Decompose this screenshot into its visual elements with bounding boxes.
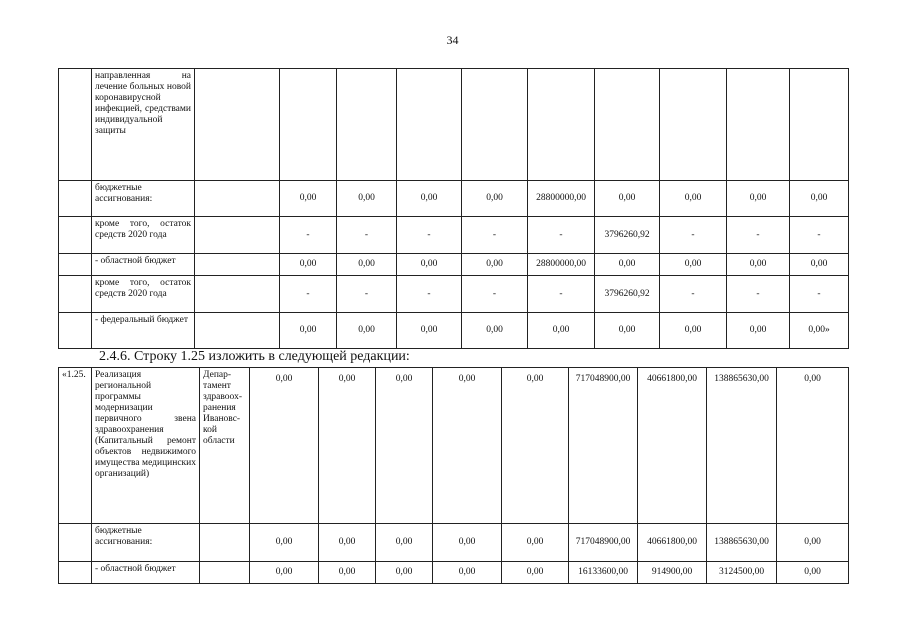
table-row [59, 181, 849, 217]
row-description: - областной бюджет [92, 254, 195, 276]
row-description: направленная на лечение больных новой коронавирусной инфекцией, средствами индивидуальной защиты [92, 69, 195, 181]
value-cell: 28800000,00 [528, 254, 595, 276]
value-cell: 0,00 [777, 562, 849, 584]
value-cell: - [727, 276, 790, 313]
table-row [59, 254, 849, 276]
value-cell: 0,00 [433, 524, 502, 562]
value-cell: 0,00 [790, 254, 849, 276]
row-description: - областной бюджет [92, 562, 200, 584]
value-cell: - [462, 217, 528, 254]
value-cell [462, 69, 528, 181]
value-cell [528, 69, 595, 181]
table-row [59, 69, 849, 181]
value-cell: 0,00 [462, 313, 528, 349]
value-cell: 0,00 [250, 562, 319, 584]
value-cell: 0,00 [462, 181, 528, 217]
value-cell: - [397, 276, 462, 313]
value-cell: 0,00 [502, 562, 569, 584]
value-cell: 0,00 [397, 181, 462, 217]
page-number: 34 [446, 33, 459, 47]
value-cell: 0,00» [790, 313, 849, 349]
value-cell: 0,00 [319, 562, 376, 584]
value-cell: 0,00 [376, 562, 433, 584]
value-cell: 0,00 [660, 313, 727, 349]
value-cell [337, 69, 397, 181]
table-row [59, 524, 849, 562]
table-row [59, 313, 849, 349]
value-cell: - [280, 217, 337, 254]
value-cell: 0,00 [660, 254, 727, 276]
value-cell: 0,00 [502, 368, 569, 524]
value-cell: 0,00 [280, 313, 337, 349]
value-cell: 0,00 [376, 524, 433, 562]
value-cell [595, 69, 660, 181]
value-cell: - [660, 217, 727, 254]
table-row-main [59, 368, 849, 524]
value-cell: 0,00 [727, 313, 790, 349]
row-description: Реализация региональной программы модернизации первичного звена здравоохранения (Капитальный ремонт объектов недвижимого имущества медицинских организаций) [92, 368, 200, 524]
value-cell: 0,00 [280, 254, 337, 276]
row-description: бюджетные ассигнования: [92, 181, 195, 217]
budget-table-row-1-25 [58, 367, 849, 584]
value-cell: - [337, 276, 397, 313]
value-cell: 0,00 [502, 524, 569, 562]
value-cell [397, 69, 462, 181]
value-cell: - [397, 217, 462, 254]
value-cell: - [790, 276, 849, 313]
row-description: бюджетные ассигнования: [92, 524, 200, 562]
value-cell: 0,00 [528, 313, 595, 349]
value-cell: 40661800,00 [638, 368, 707, 524]
executor-cell: Депар-тамент здравоох-ранения Ивановс-кой области [200, 368, 250, 524]
value-cell: 0,00 [462, 254, 528, 276]
value-cell: 138865630,00 [707, 524, 777, 562]
value-cell: 0,00 [337, 181, 397, 217]
value-cell: 0,00 [777, 368, 849, 524]
row-description: кроме того, остаток средств 2020 года [92, 217, 195, 254]
value-cell: 0,00 [433, 562, 502, 584]
value-cell: 3796260,92 [595, 217, 660, 254]
value-cell: 0,00 [660, 181, 727, 217]
value-cell: 0,00 [397, 313, 462, 349]
value-cell: 0,00 [595, 254, 660, 276]
value-cell [727, 69, 790, 181]
value-cell: 0,00 [280, 181, 337, 217]
value-cell: 0,00 [337, 313, 397, 349]
row-description: - федеральный бюджет [92, 313, 195, 349]
value-cell: - [528, 276, 595, 313]
value-cell: 0,00 [727, 254, 790, 276]
value-cell: 138865630,00 [707, 368, 777, 524]
value-cell: 0,00 [727, 181, 790, 217]
value-cell: 0,00 [595, 181, 660, 217]
table-row [59, 276, 849, 313]
value-cell: 0,00 [397, 254, 462, 276]
value-cell [660, 69, 727, 181]
value-cell: 0,00 [250, 524, 319, 562]
table-row [59, 217, 849, 254]
value-cell: 0,00 [319, 524, 376, 562]
row-description: кроме того, остаток средств 2020 года [92, 276, 195, 313]
value-cell [280, 69, 337, 181]
value-cell: 0,00 [337, 254, 397, 276]
value-cell: 3796260,92 [595, 276, 660, 313]
value-cell: 0,00 [790, 181, 849, 217]
section-heading: 2.4.6. Строку 1.25 изложить в следующей редакции: [99, 349, 410, 364]
value-cell: 16133600,00 [569, 562, 638, 584]
table-row [59, 562, 849, 584]
value-cell [790, 69, 849, 181]
value-cell: - [337, 217, 397, 254]
value-cell: 717048900,00 [569, 524, 638, 562]
row-number: «1.25. [59, 368, 92, 524]
value-cell: 0,00 [250, 368, 319, 524]
value-cell: 717048900,00 [569, 368, 638, 524]
value-cell: 40661800,00 [638, 524, 707, 562]
value-cell: - [280, 276, 337, 313]
value-cell: 0,00 [595, 313, 660, 349]
value-cell: 28800000,00 [528, 181, 595, 217]
value-cell: 3124500,00 [707, 562, 777, 584]
value-cell: - [528, 217, 595, 254]
value-cell: 0,00 [319, 368, 376, 524]
value-cell: 0,00 [376, 368, 433, 524]
value-cell: 0,00 [433, 368, 502, 524]
value-cell: 0,00 [777, 524, 849, 562]
value-cell: - [727, 217, 790, 254]
value-cell: - [462, 276, 528, 313]
value-cell: - [660, 276, 727, 313]
value-cell: 914900,00 [638, 562, 707, 584]
value-cell: - [790, 217, 849, 254]
budget-table-continued [58, 68, 849, 349]
